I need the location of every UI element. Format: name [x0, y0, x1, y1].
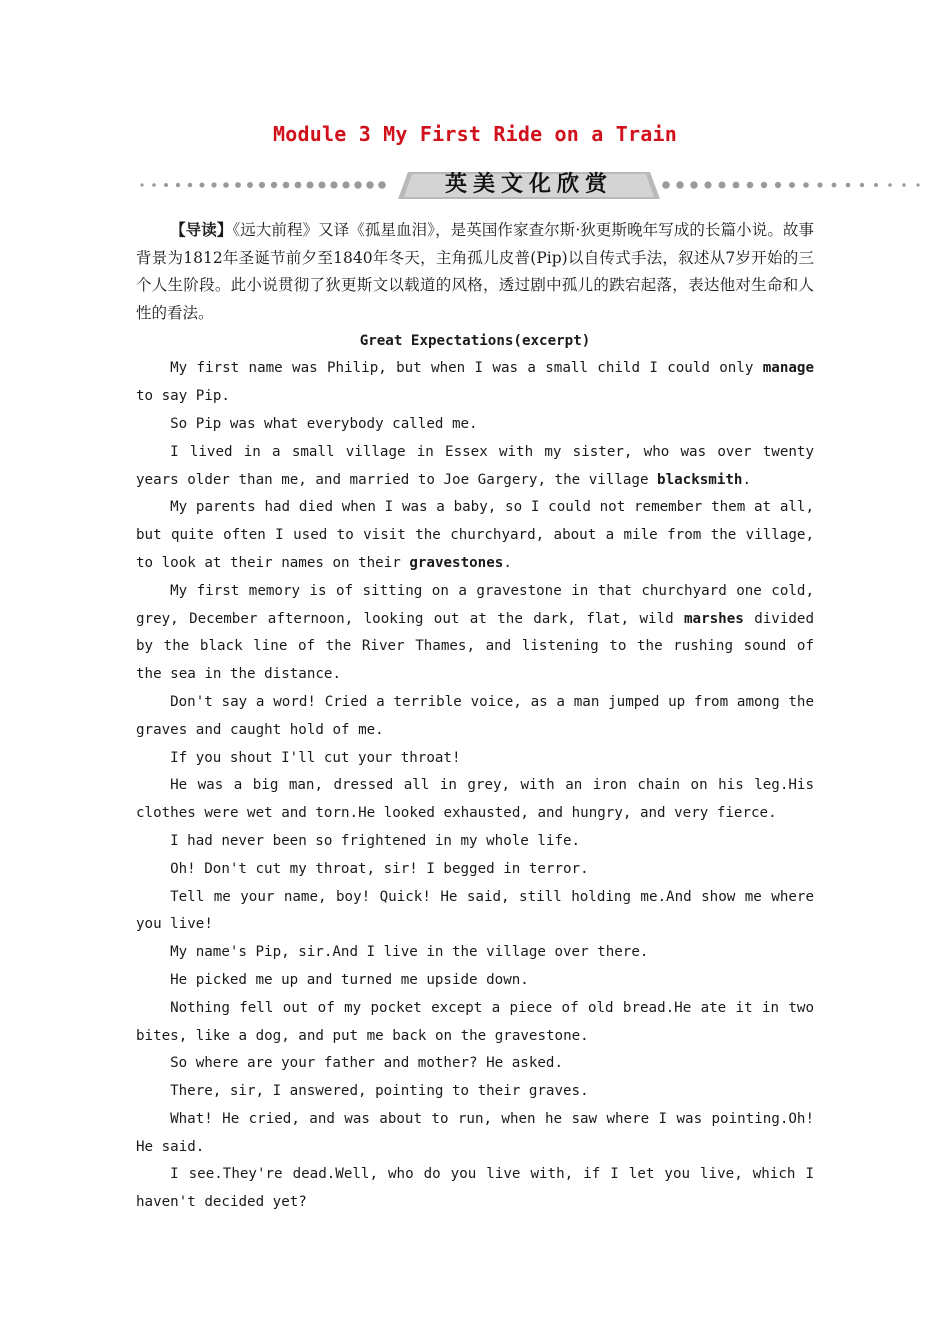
- vocabulary-word: gravestones: [409, 554, 504, 571]
- story-paragraph: [136, 1078, 814, 1106]
- paragraph-text-tail: to say Pip.: [136, 388, 230, 405]
- story-paragraph: [136, 884, 814, 940]
- intro-lead: 【导读】: [170, 220, 233, 239]
- dotted-rule-left: [138, 181, 400, 189]
- story-paragraph: [136, 355, 814, 411]
- story-paragraph: [136, 772, 814, 828]
- module-title: Module 3 My First Ride on a Train: [273, 122, 677, 146]
- paragraph-text: Nothing fell out of my pocket except a piece of old bread.He ate it in two bites, like a dog, and put me back on the gravestone.: [136, 999, 814, 1044]
- banner-label: 英美文化欣赏: [444, 172, 613, 197]
- paragraph-text: I see.They're dead.Well, who do you live with, if I let you live, which I haven't decided yet?: [136, 1166, 814, 1211]
- intro-paragraph: [136, 216, 814, 327]
- section-banner: [138, 170, 928, 200]
- paragraph-text: My parents had died when I was a baby, so I could not remember them at all, but quite often I used to visit the churchyard, about a mile from the village, to look at their names on their: [136, 499, 814, 571]
- paragraph-text-tail: divided by the black line of the River Thames, and listening to the rushing sound of the sea in the distance.: [136, 610, 814, 683]
- story-paragraph: [136, 1161, 814, 1217]
- vocabulary-word: manage: [762, 360, 814, 377]
- story-paragraph: [136, 439, 814, 495]
- story-paragraph: [136, 494, 814, 577]
- paragraph-text: Oh! Don't cut my throat, sir! I begged in terror.: [170, 860, 589, 877]
- story-paragraph: [136, 995, 814, 1051]
- paragraph-text: What! He cried, and was about to run, when he saw where I was pointing.Oh! He said.: [136, 1110, 814, 1155]
- intro-text: 《远大前程》又译《孤星血泪》，是英国作家查尔斯·狄更斯晚年写成的长篇小说。故事背景为1812年圣诞节前夕至1840年冬天，主角孤儿皮普(Pip)以自传式手法，叙述从7岁开始的三个人生阶段。此小说贯彻了狄更斯文以载道的风格，透过剧中孤儿的跌宕起落，表达他对生命和人性的看法。: [136, 221, 814, 322]
- paragraph-text: Tell me your name, boy! Quick! He said, still holding me.And show me where you live!: [136, 888, 814, 933]
- paragraph-text-tail: .: [503, 554, 512, 571]
- article-body: [136, 216, 814, 1217]
- story-paragraph: [136, 411, 814, 439]
- vocabulary-word: marshes: [684, 610, 744, 627]
- story-paragraph: [136, 689, 814, 745]
- story-paragraph: [136, 828, 814, 856]
- paragraph-text: There, sir, I answered, pointing to their graves.: [170, 1083, 589, 1100]
- paragraph-text: My first name was Philip, but when I was a small child I could only: [170, 360, 763, 377]
- paragraph-text: My first memory is of sitting on a gravestone in that churchyard one cold, grey, December afternoon, looking out at the dark, flat, wild: [136, 582, 814, 627]
- paragraph-text: So Pip was what everybody called me.: [170, 415, 478, 432]
- story-paragraph: [136, 1106, 814, 1162]
- paragraph-text: So where are your father and mother? He asked.: [170, 1055, 563, 1072]
- story-paragraph: [136, 939, 814, 967]
- paragraph-text: My name's Pip, sir.And I live in the village over there.: [170, 944, 649, 961]
- paragraph-text: I had never been so frightened in my whole life.: [170, 832, 581, 849]
- paragraph-text-tail: .: [742, 471, 752, 488]
- paragraph-text: He picked me up and turned me upside down.: [170, 971, 529, 988]
- story-paragraph: [136, 745, 814, 773]
- dotted-rule-right: [658, 181, 928, 189]
- paragraph-text: Don't say a word! Cried a terrible voice, as a man jumped up from among the graves and caught hold of me.: [136, 693, 814, 738]
- story-paragraph: [136, 578, 814, 689]
- paragraph-text: I lived in a small village in Essex with my sister, who was over twenty years older than me, and married to Joe Gargery, the village: [136, 443, 814, 488]
- story-paragraph: [136, 856, 814, 884]
- vocabulary-word: blacksmith: [657, 471, 743, 488]
- story-paragraph: [136, 1050, 814, 1078]
- story-paragraph: [136, 967, 814, 995]
- excerpt-paragraphs: [136, 355, 814, 1217]
- excerpt-heading: Great Expectations(excerpt): [359, 333, 591, 350]
- paragraph-text: He was a big man, dressed all in grey, with an iron chain on his leg.His clothes were wet and torn.He looked exhausted, and hungry, and very fierce.: [136, 777, 814, 822]
- paragraph-text: If you shout I'll cut your throat!: [170, 749, 461, 766]
